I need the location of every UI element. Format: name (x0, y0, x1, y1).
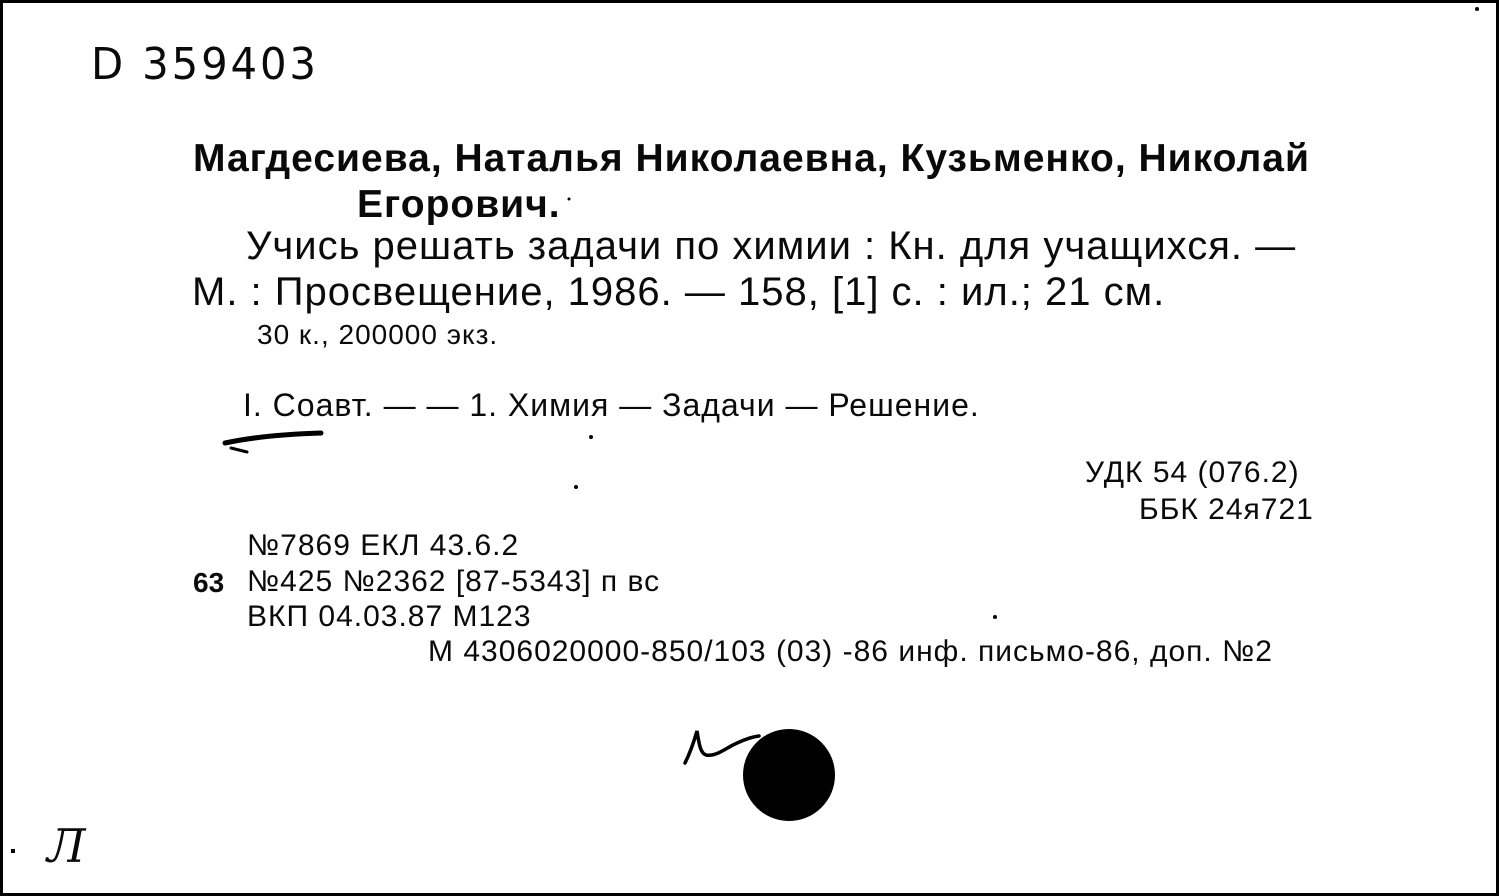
catalog-number-1: №7869 ЕКЛ 43.6.2 (247, 529, 520, 562)
price-and-print-run: 30 к., 200000 экз. (257, 319, 499, 350)
title-line-1: Учись решать задачи по химии : Кн. для учащихся. — (246, 224, 1297, 268)
speck-1 (574, 485, 578, 489)
tracing-line: I. Соавт. — — 1. Химия — Задачи — Решение. (243, 387, 980, 423)
speck-2 (589, 435, 593, 439)
black-punch-dot (743, 729, 835, 821)
corner-speck (1475, 7, 1479, 11)
authors-line-1: Магдесиева, Наталья Николаевна, Кузьменко, Николай (193, 137, 1310, 180)
authors-line-2: Егорович. (357, 183, 561, 226)
speck-3 (993, 615, 997, 619)
pen-underline-tail (231, 448, 247, 452)
inventory-number: D 359403 (91, 39, 319, 90)
udk-classification: УДК 54 (076.2) (1085, 456, 1300, 489)
vkp-line: ВКП 04.03.87 М123 (247, 600, 532, 633)
publisher-code-line: М 4306020000-850/103 (03) -86 инф. письмо-86, доп. №2 (428, 635, 1273, 668)
catalog-number-2: №425 №2362 [87-5343] п вс (247, 565, 661, 598)
bbk-classification: ББК 24я721 (1139, 493, 1314, 526)
code-63: 63 (193, 567, 225, 598)
title-line-2: М. : Просвещение, 1986. — 158, [1] с. : ил.; 21 см. (192, 270, 1166, 314)
speck-4 (568, 198, 571, 201)
pen-underline-stroke (225, 433, 321, 443)
handwritten-number: Л (47, 819, 86, 873)
